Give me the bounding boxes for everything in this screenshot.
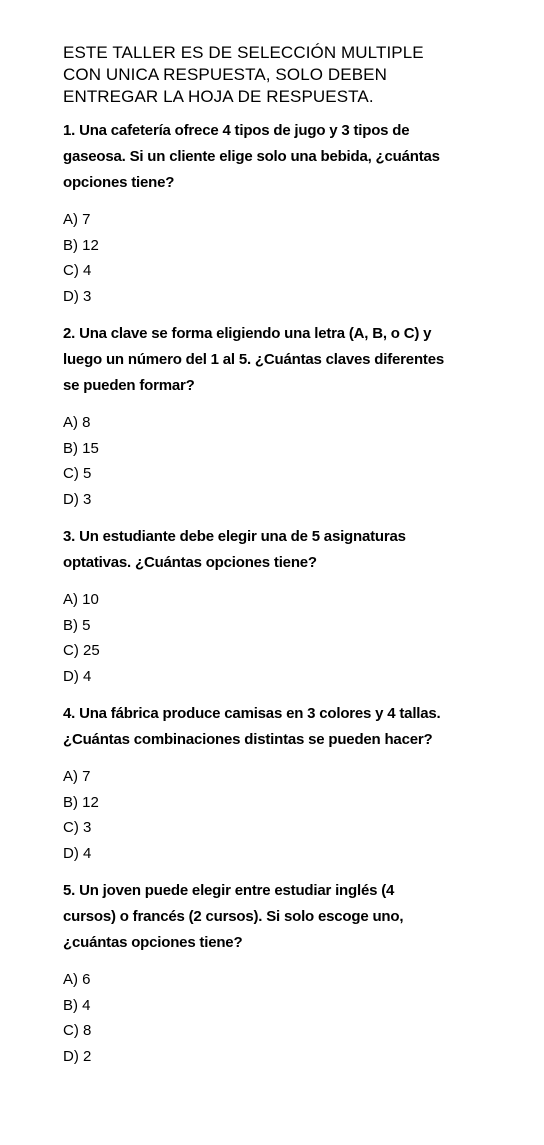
worksheet-page [63, 42, 513, 1081]
option-d: D) 3 [63, 287, 92, 305]
question-line: se pueden formar? [63, 377, 195, 394]
question-line: 5. Un joven puede elegir entre estudiar inglés (4 [63, 882, 395, 899]
option-b: B) 15 [63, 439, 99, 457]
option-d: D) 4 [63, 844, 92, 862]
option-c: C) 25 [63, 642, 100, 659]
question-2-text [63, 321, 513, 399]
question-1-text [63, 118, 513, 196]
question-line: 3. Un estudiante debe elegir una de 5 asignaturas [63, 528, 406, 545]
instructions-heading [63, 42, 513, 108]
question-4 [63, 701, 513, 866]
question-3-text [63, 524, 513, 576]
option-c: C) 8 [63, 1022, 92, 1039]
option-b: B) 5 [63, 616, 91, 634]
option-a: A) 7 [63, 211, 91, 228]
question-5 [63, 878, 513, 1069]
question-line: cursos) o francés (2 cursos). Si solo escoge uno, [63, 908, 404, 925]
question-1-options [63, 207, 513, 309]
option-c: C) 5 [63, 465, 92, 482]
option-d: D) 3 [63, 490, 92, 508]
option-b: B) 12 [63, 236, 99, 254]
question-line: gaseosa. Si un cliente elige solo una bebida, ¿cuántas [63, 148, 440, 165]
option-b: B) 12 [63, 793, 99, 811]
question-2-options [63, 410, 513, 512]
question-5-options [63, 967, 513, 1069]
option-d: D) 2 [63, 1047, 92, 1065]
instructions-line: ENTREGAR LA HOJA DE RESPUESTA. [63, 87, 374, 106]
question-line: optativas. ¿Cuántas opciones tiene? [63, 554, 317, 571]
question-3-options [63, 587, 513, 689]
question-line: opciones tiene? [63, 174, 175, 191]
question-2 [63, 321, 513, 512]
option-a: A) 7 [63, 768, 91, 785]
option-a: A) 10 [63, 591, 99, 608]
question-line: 2. Una clave se forma eligiendo una letra (A, B, o C) y [63, 325, 432, 342]
question-line: 4. Una fábrica produce camisas en 3 colores y 4 tallas. [63, 705, 441, 722]
question-line: 1. Una cafetería ofrece 4 tipos de jugo y 3 tipos de [63, 122, 410, 139]
option-a: A) 8 [63, 414, 91, 431]
instructions-line: CON UNICA RESPUESTA, SOLO DEBEN [63, 65, 387, 84]
question-4-text [63, 701, 513, 753]
option-b: B) 4 [63, 996, 91, 1014]
option-c: C) 3 [63, 819, 92, 836]
question-line: ¿cuántas opciones tiene? [63, 934, 243, 951]
option-d: D) 4 [63, 667, 92, 685]
instructions-line: ESTE TALLER ES DE SELECCIÓN MULTIPLE [63, 43, 424, 62]
question-5-text [63, 878, 513, 956]
question-line: ¿Cuántas combinaciones distintas se pueden hacer? [63, 731, 433, 748]
question-3 [63, 524, 513, 689]
question-1 [63, 118, 513, 309]
option-c: C) 4 [63, 262, 92, 279]
question-line: luego un número del 1 al 5. ¿Cuántas claves diferentes [63, 351, 444, 368]
question-4-options [63, 764, 513, 866]
option-a: A) 6 [63, 971, 91, 988]
